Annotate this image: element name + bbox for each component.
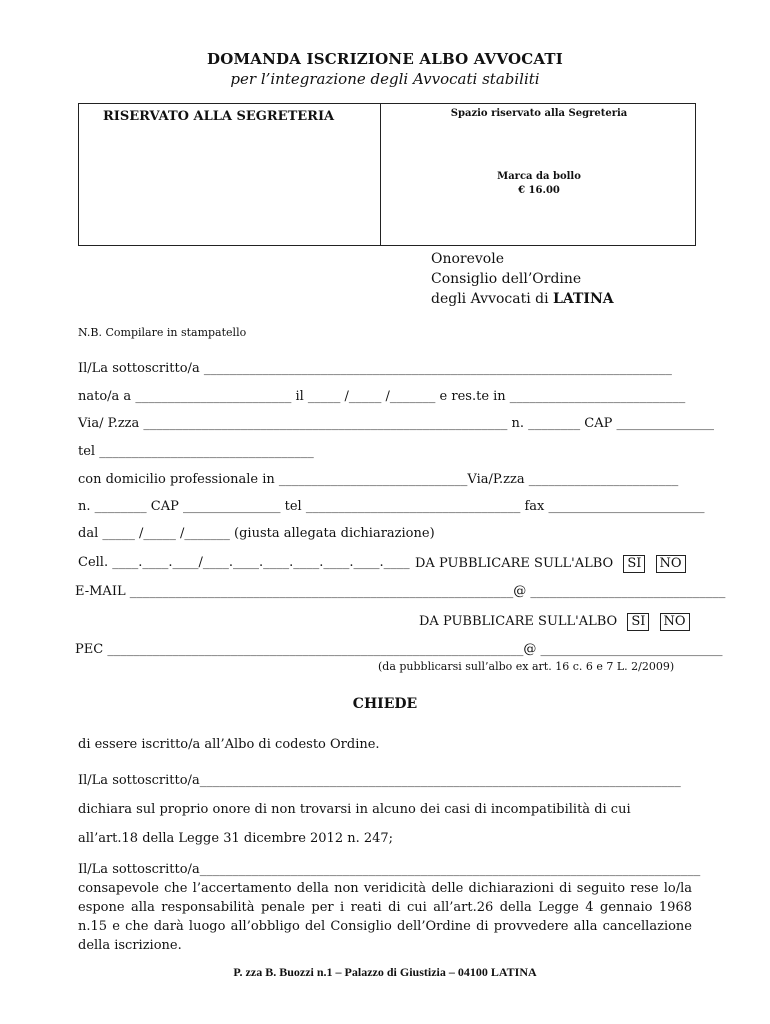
addressee-block <box>431 249 614 309</box>
publish-cell-row <box>415 555 686 573</box>
publish-cell-si-checkbox[interactable]: SI <box>623 555 645 573</box>
chiede-heading: CHIEDE <box>352 696 418 712</box>
field-via[interactable]: Via/ P.zza ________________________________________________________ n. ________ CAP _______________ <box>78 416 715 431</box>
field-cell[interactable]: Cell. ____.____.____/____.____.____.____.____.____.____ <box>78 555 410 570</box>
document-subtitle: per l’integrazione degli Avvocati stabiliti <box>230 70 540 88</box>
addressee-line1: Onorevole <box>431 251 505 267</box>
compile-note: N.B. Compilare in stampatello <box>78 326 247 339</box>
field-tel[interactable]: tel _________________________________ <box>78 444 314 459</box>
pec-note: (da pubblicarsi sull’albo ex art. 16 c. 6 e 7 L. 2/2009) <box>378 660 675 673</box>
publish-email-row <box>419 613 690 631</box>
addressee-line3 <box>431 289 614 309</box>
field-pec[interactable]: PEC ________________________________________________________________@ ____________________________ <box>75 642 723 657</box>
field-n-cap-tel-fax[interactable]: n. ________ CAP _______________ tel _________________________________ fax ________________________ <box>78 499 705 514</box>
footer-address: P. zza B. Buozzi n.1 – Palazzo di Giustizia – 04100 LATINA <box>233 965 537 979</box>
field-dal[interactable]: dal _____ /_____ /_______ (giusta allegata dichiarazione) <box>78 526 435 541</box>
declaration-line-2: all’art.18 della Legge 31 dicembre 2012 n. 247; <box>78 831 394 846</box>
addressee-city: LATINA <box>553 291 614 307</box>
publish-email-no-checkbox[interactable]: NO <box>660 613 690 631</box>
publish-email-label: DA PUBBLICARE SULL'ALBO <box>419 614 618 629</box>
field-domicilio[interactable]: con domicilio professionale in _____________________________Via/P.zza _______________________ <box>78 472 679 487</box>
declaration-line-1: dichiara sul proprio onore di non trovarsi in alcuno dei casi di incompatibilità di cui <box>78 802 631 817</box>
publish-email-si-checkbox[interactable]: SI <box>627 613 649 631</box>
reserved-right-label: Spazio riservato alla Segreteria <box>450 108 628 119</box>
field-sottoscritto[interactable]: Il/La sottoscritto/a ________________________________________________________________________ <box>78 361 672 376</box>
field-email[interactable]: E-MAIL ___________________________________________________________@ ______________________________ <box>75 584 726 599</box>
addressee-line2: Consiglio dell’Ordine <box>431 271 582 287</box>
reserved-box <box>78 103 696 246</box>
declaration-paragraph: consapevole che l’accertamento della non veridicità delle dichiarazioni di seguito rese lo/la espone alla responsabilità penale per i reati di cui all’art.26 della Legge 4 gennaio 1968 n.15 e che darà luogo all’obbligo del Consiglio dell’Ordine di provvedere alla cancellazione della iscrizione. <box>78 881 692 953</box>
declaration-sottoscritto-1[interactable]: Il/La sottoscritto/a__________________________________________________________________________ <box>78 773 681 788</box>
publish-cell-label: DA PUBBLICARE SULL'ALBO <box>415 556 614 571</box>
stamp-label: Marca da bollo <box>497 171 581 182</box>
chiede-text: di essere iscritto/a all’Albo di codesto Ordine. <box>78 737 380 752</box>
publish-cell-no-checkbox[interactable]: NO <box>656 555 686 573</box>
addressee-line3-prefix: degli Avvocati di <box>431 291 554 307</box>
document-title: DOMANDA ISCRIZIONE ALBO AVVOCATI <box>207 50 563 68</box>
field-nato[interactable]: nato/a a ________________________ il _____ /_____ /_______ e res.te in ___________________________ <box>78 389 686 404</box>
declaration-sottoscritto-2[interactable]: Il/La sottoscritto/a_____________________________________________________________________________ <box>78 862 701 877</box>
reserved-left-label: RISERVATO ALLA SEGRETERIA <box>103 109 335 124</box>
stamp-amount: € 16.00 <box>518 185 560 196</box>
